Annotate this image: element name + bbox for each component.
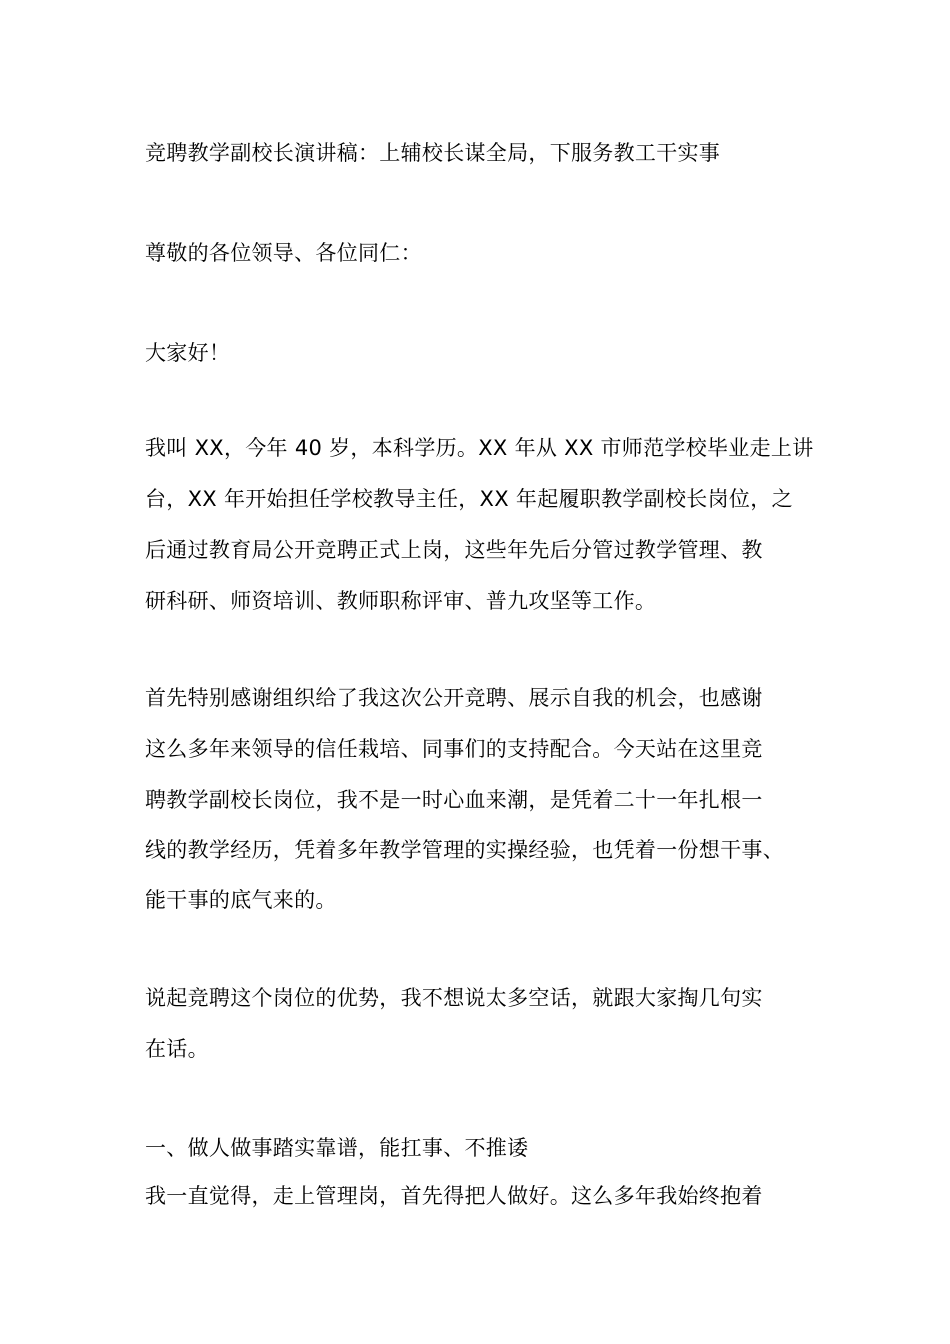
salutation: 尊敬的各位领导、各位同仁： bbox=[145, 241, 422, 265]
document-title: 竞聘教学副校长演讲稿：上辅校长谋全局，下服务教工干实事 bbox=[145, 141, 721, 165]
paragraph-line: 首先特别感谢组织给了我这次公开竞聘、展示自我的机会，也感谢 bbox=[145, 686, 763, 710]
paragraph-line: 我一直觉得，走上管理岗，首先得把人做好。这么多年我始终抱着 bbox=[145, 1184, 763, 1208]
greeting: 大家好！ bbox=[145, 341, 231, 365]
paragraph-line: 聘教学副校长岗位，我不是一时心血来潮，是凭着二十一年扎根一 bbox=[145, 788, 763, 812]
paragraph-line: 在话。 bbox=[145, 1037, 209, 1061]
section-heading: 一、做人做事踏实靠谱，能扛事、不推诿 bbox=[145, 1136, 529, 1160]
paragraph-line: 后通过教育局公开竞聘正式上岗，这些年先后分管过教学管理、教 bbox=[145, 538, 763, 562]
paragraph-line: 线的教学经历，凭着多年教学管理的实操经验，也凭着一份想干事、 bbox=[145, 838, 784, 862]
paragraph-line: 台，XX 年开始担任学校教导主任，XX 年起履职教学副校长岗位，之 bbox=[145, 487, 793, 511]
paragraph-line: 这么多年来领导的信任栽培、同事们的支持配合。今天站在这里竞 bbox=[145, 737, 763, 761]
paragraph-line: 我叫 XX，今年 40 岁，本科学历。XX 年从 XX 市师范学校毕业走上讲 bbox=[145, 436, 814, 460]
paragraph-line: 说起竞聘这个岗位的优势，我不想说太多空话，就跟大家掏几句实 bbox=[145, 986, 763, 1010]
paragraph-line: 能干事的底气来的。 bbox=[145, 888, 337, 912]
paragraph-line: 研科研、师资培训、教师职称评审、普九攻坚等工作。 bbox=[145, 589, 657, 613]
